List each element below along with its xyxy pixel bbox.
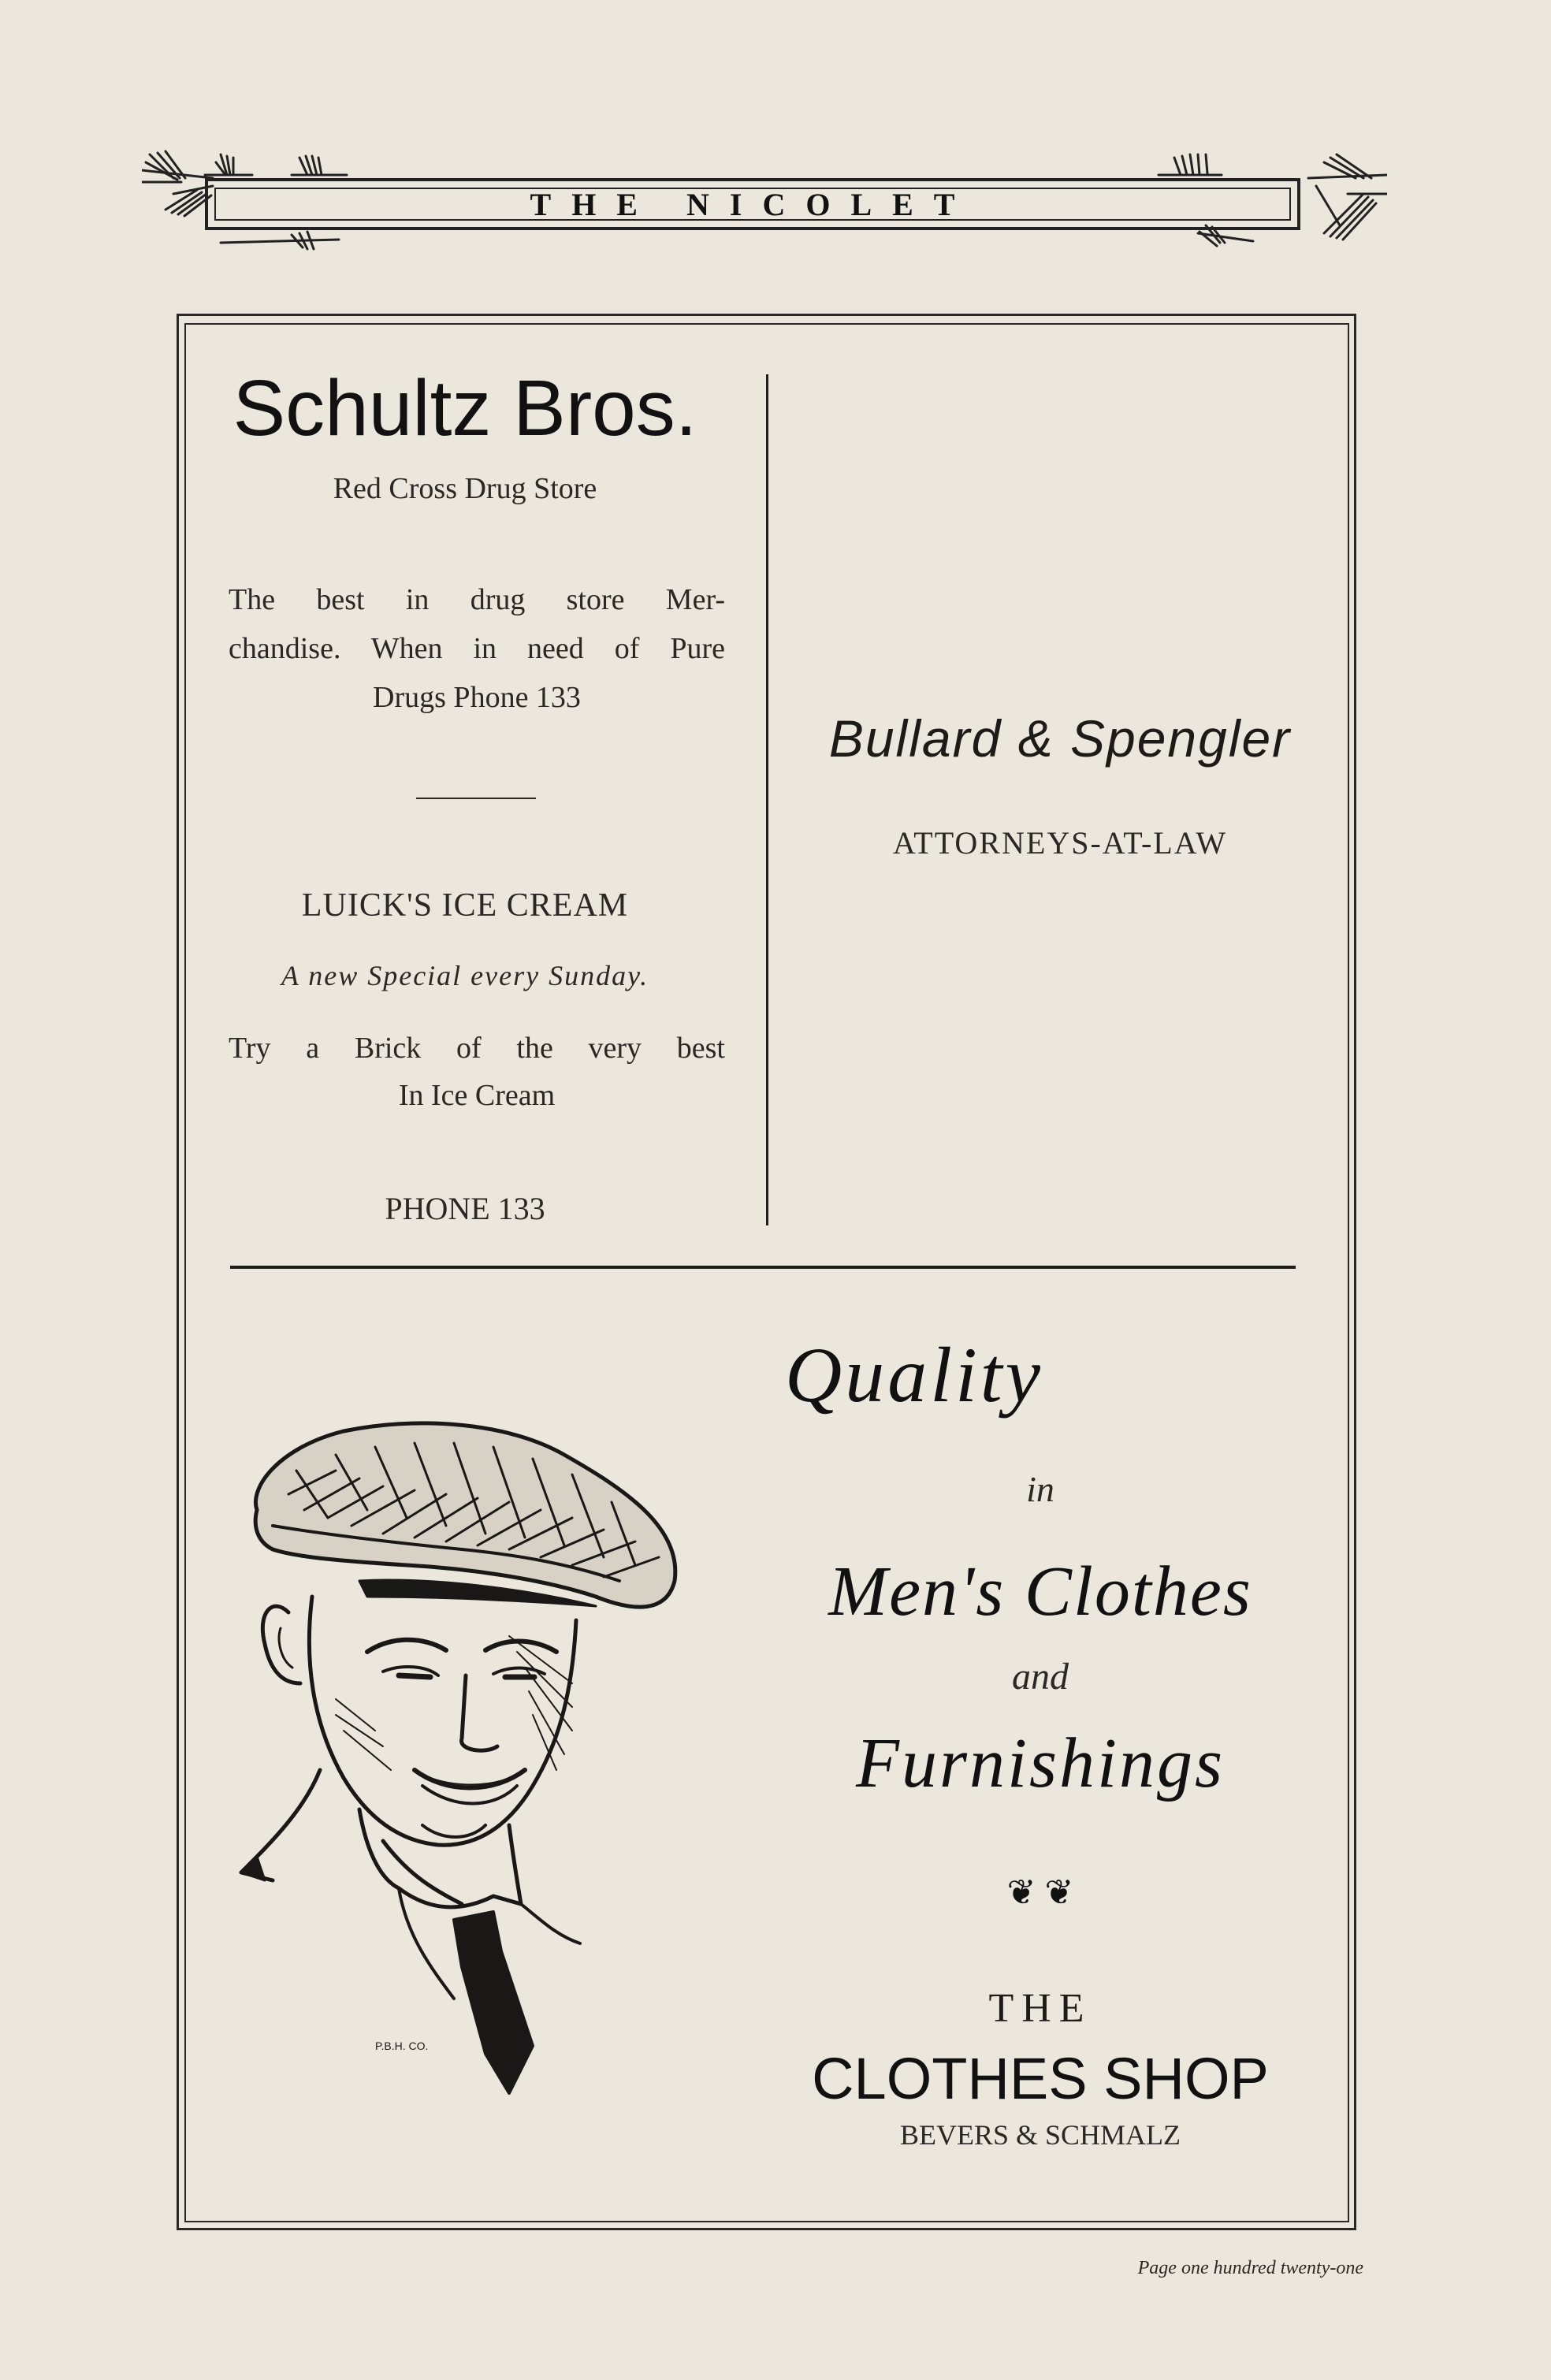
bullard-ad-title: Bullard & Spengler (828, 709, 1292, 768)
schultz-ad-subtitle: Red Cross Drug Store (333, 472, 597, 505)
header-banner (142, 147, 1387, 265)
luick-ad-title: LUICK'S ICE CREAM (301, 887, 629, 924)
man-in-cap-illustration (225, 1400, 698, 2109)
header-title: THE NICOLET (530, 186, 976, 222)
schultz-body-line: chandise. When in need of Pure (229, 632, 725, 665)
page-number: Page one hundred twenty-one (1137, 2258, 1363, 2278)
column-divider (766, 374, 768, 1225)
clothes-ad-line3: Furnishings (855, 1724, 1226, 1802)
clothes-ad-headline: Quality (785, 1331, 1043, 1419)
luick-body-line: In Ice Cream (398, 1079, 556, 1112)
ornament-icon: ❦ ❦ (1006, 1873, 1074, 1912)
short-rule (416, 798, 536, 799)
schultz-ad-title: Schultz Bros. (232, 364, 697, 452)
luick-ad-body (229, 1025, 725, 1119)
clothes-ad-in: in (1026, 1469, 1054, 1509)
luick-ad-special: A new Special every Sunday. (281, 960, 649, 991)
illustration-credit: P.B.H. CO. (375, 2040, 429, 2052)
clothes-ad-the: THE (988, 1986, 1092, 2031)
clothes-ad-line2: Men's Clothes (828, 1553, 1252, 1631)
section-divider (230, 1266, 1296, 1269)
pine-branch-right-icon (1151, 147, 1387, 265)
bullard-ad-profession: ATTORNEYS-AT-LAW (892, 825, 1228, 861)
pine-branch-left-icon (142, 147, 378, 265)
luick-body-line: Try a Brick of the very best (229, 1032, 725, 1065)
clothes-ad-and: and (1012, 1656, 1069, 1698)
schultz-body-line: Drugs Phone 133 (373, 681, 581, 714)
schultz-body-line: The best in drug store Mer- (229, 583, 725, 616)
clothes-ad-name: CLOTHES SHOP (812, 2046, 1269, 2111)
luick-ad-phone: PHONE 133 (385, 1191, 545, 1226)
clothes-ad-owners: BEVERS & SCHMALZ (899, 2119, 1181, 2151)
schultz-ad-body (229, 575, 725, 722)
